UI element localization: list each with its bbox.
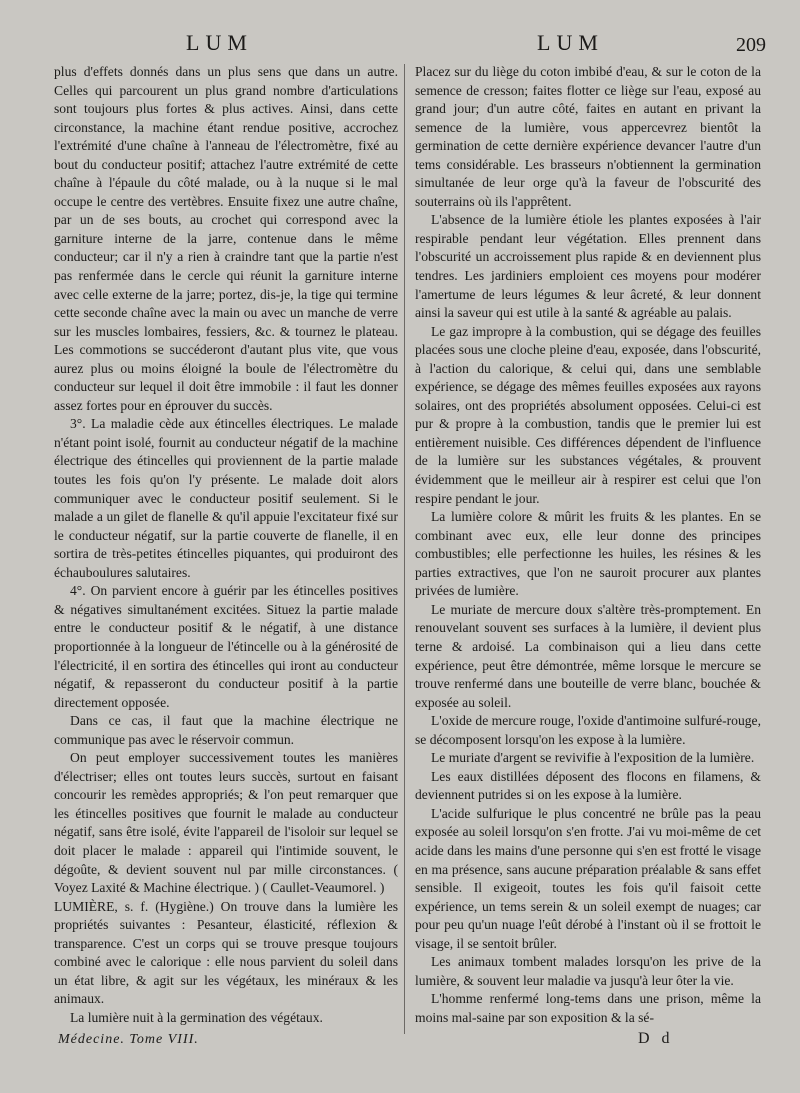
left-column (54, 63, 398, 1027)
paragraph: 4°. On parvient encore à guérir par les étincelles positives & négatives simultanément excitées. Situez la partie malade entre le conducteur positif & le négatif, à une distance proportionnée à la longueur de l'étincelle ou à la générosité de l'électricité, il en sortira des étincelles qui iront au conducteur négatif, & repasseront du conducteur positif à la partie directement opposée. (54, 583, 398, 710)
paragraph: 3°. La maladie cède aux étincelles électriques. Le malade n'étant point isolé, fournit au conducteur négatif de la machine électrique des étincelles qui proviennent de la partie malade toutes les fois qu'on l'y présente. Le malade doit alors communiquer avec le conducteur positif seulement. Si le malade a un gilet de flanelle & qu'il appuie l'excitateur fixé sur le conducteur négatif, sur la partie couverte de flanelle, il en sortira de très-petites étincelles piquantes, qui produiront des échauboulures salutaires. (54, 416, 398, 580)
paragraph: La lumière nuit à la germination des végétaux. (70, 1009, 323, 1025)
right-column (415, 63, 761, 1027)
paragraph: Le gaz impropre à la combustion, qui se dégage des feuilles placées sous une cloche pleine d'eau, exposée, dans l'obscurité, à l'action du calorique, & celui qui, dans une semblable expérience, se dégage des mêmes feuilles exposées aux rayons solaires, ont des propriétés absolument opposées. Celui-ci est pur & propre à la combustion, tandis que le premier lui est entièrement nuisible. Ces différences dépendent de l'influence de la lumière sur les substances végétales, & prouvent évidemment que le meilleur air à respirer est celui que l'on respire pendant le jour. (415, 323, 761, 506)
paragraph: Le muriate de mercure doux s'altère très-promptement. En renouvelant souvent ses surfaces à la lumière, il devient plus terne & ardoisé. La combinaison qui a lieu dans cette expérience, peut être démontrée, même lorsque le mercure se trouve renfermé dans une bouteille de verre blanc, bouchée & exposée au soleil. (415, 601, 761, 710)
paragraph: L'acide sulfurique le plus concentré ne brûle pas la peau exposée au soleil lorsqu'on s'en frotte. J'ai vu moi-même de cet acide dans les mains d'une personne qui s'en est frotté le visage en ma présence, sans aucune préparation préalable & sans effet sensible. Il exigeoit, toutes les fois qu'il faisoit cette expérience, un tems serein & un soleil exempt de nuages; car pour peu qu'un nuage l'eût dérobé à l'instant où il se frottoit le visage, il se sentoit brûler. (415, 805, 761, 951)
paragraph: L'homme renfermé long-tems dans une prison, même la moins mal-saine par son exposition & la sé- (415, 991, 761, 1025)
paragraph: On peut employer successivement toutes les manières d'électriser; elles ont toutes leurs succès, surtout en faisant concourir les remèdes appropriés; & l'on peut remarquer que les étincelles positives que fournit le malade au conducteur négatif, sans être isolé, évite l'appareil de l'isoloir sur lequel se doit placer le malade : appareil qui l'intimide souvent, le dégoûte, & devient souvent nul par mille circonstances. ( Voyez Laxité & Machine électrique. ) ( Caullet-Veaumorel. ) (54, 750, 398, 896)
paragraph: Dans ce cas, il faut que la machine électrique ne communique pas avec le réservoir commun. (54, 713, 398, 747)
paragraph: Le muriate d'argent se revivifie à l'exposition de la lumière. (431, 750, 755, 766)
page-number: 209 (736, 34, 766, 56)
signature-mark: D d (638, 1030, 674, 1047)
running-head-left: LUM (186, 30, 253, 55)
paragraph: L'oxide de mercure rouge, l'oxide d'antimoine sulfuré-rouge, se décomposent lorsqu'on les expose à la lumière. (415, 713, 761, 747)
signature-line: Médecine. Tome VIII. (58, 1032, 199, 1047)
running-head-right: LUM (537, 30, 604, 55)
paragraph: Les animaux tombent malades lorsqu'on les prive de la lumière, & souvent leur maladie va jusqu'à leur ôter la vie. (415, 954, 761, 988)
paragraph: Placez sur du liège du coton imbibé d'eau, & sur le coton de la semence de cresson; faites flotter ce liège sur l'eau, exposé au grand jour; d'un autre côté, faites en autant en privant la semence de la lumière, vous appercevrez bientôt la germination de cette dernière expérience devancer l'autre d'un tems considérable. Les brasseurs n'obtiennent la germination simultanée de leur orge qu'à la faveur de l'obscurité des souterrains où ils l'apprêtent. (415, 64, 761, 209)
paragraph: La lumière colore & mûrit les fruits & les plantes. En se combinant avec eux, elle leur donne des principes combustibles; elle perfectionne les huiles, les résines & les parties extractives, que l'on ne sauroit procurer aux plantes privées de lumière. (415, 509, 761, 599)
paragraph: plus d'effets donnés dans un plus sens que dans un autre. Celles qui parcourent un plus grand nombre d'articulations sont toujours plus fortes & plus actives. Ainsi, dans cette circonstance, la machine étant rendue positive, accrochez l'extrémité d'une chaîne à l'anneau de l'électromètre, fixé au bout du conducteur positif; attachez l'autre extrémité de cette chaîne à l'épaule du côté malade, ou à la nuque si le mal occupe le centre des vertèbres. Ensuite fixez une autre chaîne, par un de ses bouts, au crochet qui correspond avec la garniture interne de la jarre, contenue dans le même conducteur; car il n'y a rien à craindre tant que la partie n'est pas renfermée dans le cercle qui réunit la garniture interne avec celle externe de la jarre; portez, dis-je, la tige qui termine cette seconde chaîne avec la main ou avec un manche de verre sur les muscles lombaires, fessiers, &c. & tournez le plateau. Les commotions se succéderont d'autant plus vite, que vous aurez plus ou moins éloigné la boule de l'électromètre du conducteur sur lequel il doit être immobile : il faut les donner assez fortes pour en éprouver du succès. (54, 64, 398, 413)
column-divider (404, 64, 405, 1034)
entry-heading-paragraph: LUMIÈRE, s. f. (Hygiène.) On trouve dans la lumière les propriétés suivantes : Pesanteur, élasticité, réflexion & transparence. C'est un corps qui se trouve presque toujours combiné avec le calorique : elle nous parvient du soleil dans un état libre, & agit sur les végétaux, les minéraux & les animaux. (54, 898, 398, 1007)
paragraph: Les eaux distillées déposent des flocons en filamens, & deviennent putrides si on les expose à la lumière. (415, 768, 761, 803)
paragraph: L'absence de la lumière étiole les plantes exposées à l'air respirable pendant leur végétation. Elles prennent dans l'obscurité un accroissement plus rapide & en deviennent plus tendres. Les jardiniers emploient ces moyens pour modérer l'amertume de leurs légumes & leur âcreté, & leur donnent ainsi la saveur qui est utile à la santé & agréable au palais. (415, 212, 761, 321)
